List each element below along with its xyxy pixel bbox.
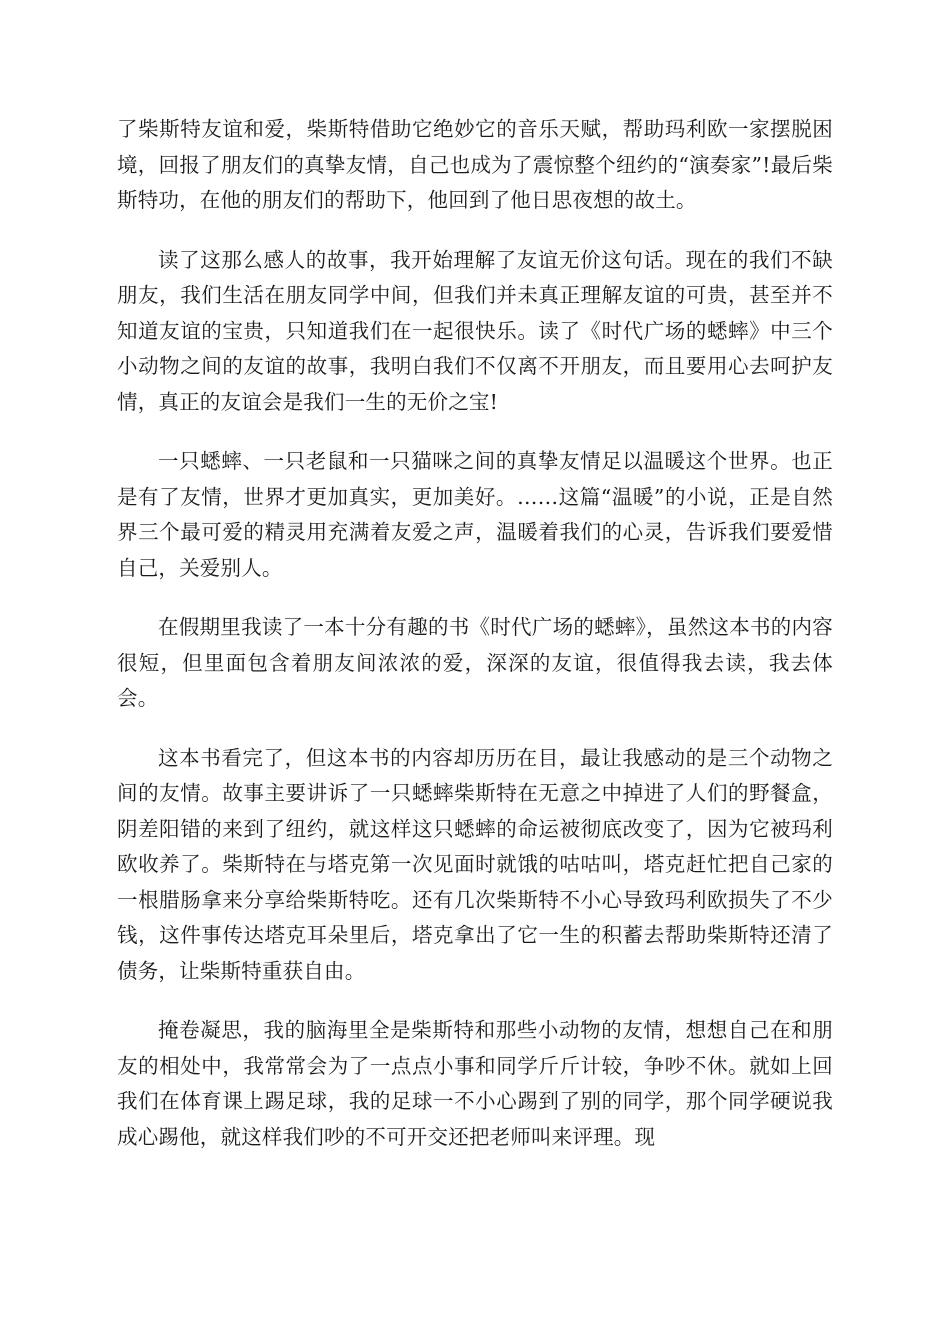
paragraph-5: 这本书看完了，但这本书的内容却历历在目，最让我感动的是三个动物之间的友情。故事主要讲诉了一只蟋蟀柴斯特在无意之中掉进了人们的野餐盒，阴差阳错的来到了纽约，就这样这只蟋蟀的命运被彻底改变了，因为它被玛利欧收养了。柴斯特在与塔克第一次见面时就饿的咕咕叫，塔克赶忙把自己家的一根腊肠拿来分享给柴斯特吃。还有几次柴斯特不小心导致玛利欧损失了不少钱，这件事传达塔克耳朵里后，塔克拿出了它一生的积蓄去帮助柴斯特还清了债务，让柴斯特重获自由。 [117,745,833,983]
paragraph-1: 了柴斯特友谊和爱，柴斯特借助它绝妙它的音乐天赋，帮助玛利欧一家摆脱困境，回报了朋友们的真挚友情，自己也成为了震惊整个纽约的“演奏家”!最后柴斯特功，在他的朋友们的帮助下，他回到了他日思夜想的故土。 [117,117,833,212]
paragraph-6: 掩卷凝思，我的脑海里全是柴斯特和那些小动物的友情，想想自己在和朋友的相处中，我常常会为了一点点小事和同学斤斤计较，争吵不休。就如上回我们在体育课上踢足球，我的足球一不小心踢到了别的同学，那个同学硬说我成心踢他，就这样我们吵的不可开交还把老师叫来评理。现 [117,1018,833,1149]
document-body [117,112,833,1179]
paragraph-3: 一只蟋蟀、一只老鼠和一只猫咪之间的真挚友情足以温暖这个世界。也正是有了友情，世界才更加真实，更加美好。……这篇“温暖”的小说，正是自然界三个最可爱的精灵用充满着友爱之声，温暖着我们的心灵，告诉我们要爱惜自己，关爱别人。 [117,449,833,580]
paragraph-2: 读了这那么感人的故事，我开始理解了友谊无价这句话。现在的我们不缺朋友，我们生活在朋友同学中间，但我们并未真正理解友谊的可贵，甚至并不知道友谊的宝贵，只知道我们在一起很快乐。读了《时代广场的蟋蟀》中三个小动物之间的友谊的故事，我明白我们不仅离不开朋友，而且要用心去呵护友情，真正的友谊会是我们一生的无价之宝! [117,247,833,414]
paragraph-4: 在假期里我读了一本十分有趣的书《时代广场的蟋蟀》，虽然这本书的内容很短，但里面包含着朋友间浓浓的爱，深深的友谊，很值得我去读，我去体会。 [117,615,833,710]
